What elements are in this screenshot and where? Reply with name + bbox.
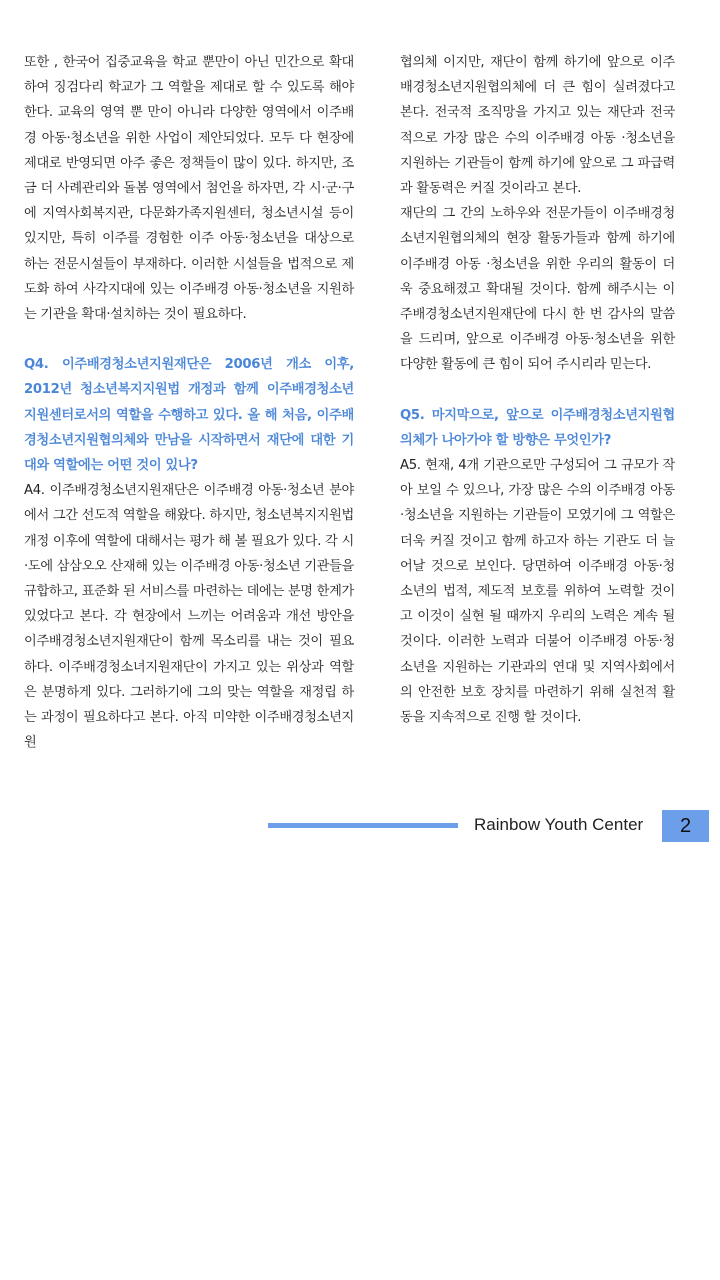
footer-accent-line (268, 823, 458, 828)
answer-4-continued-2: 재단의 그 간의 노하우와 전문가들이 이주배경청소년지원협의체의 현장 활동가들과 함께 하기에 이주배경 아동 ·청소년을 위한 우리의 활동이 더욱 중요해졌고 확대될 것이다. 함께 해주시는 이주배경청소년지원재단에 다시 한 번 감사의 말씀을 드리며, 앞으로 이주배경 아동·청소년을 위한 다양한 활동에 큰 힘이 되어 주시리라 믿는다. (400, 206, 675, 373)
paragraph-gap (24, 327, 354, 352)
answer-5: A5. 현재, 4개 기관으로만 구성되어 그 규모가 작아 보일 수 있으나, 가장 많은 수의 이주배경 아동·청소년을 지원하는 기관들이 모였기에 그 역할은 더욱 커질 것이고 함께 하고자 하는 기관도 더 늘어날 것으로 보인다. 당면하여 이주배경 아동·청소년의 법적, 제도적 보호를 위하여 노력할 것이고 이것이 실현 될 때까지 우리의 노력은 계속 될 것이다. 이러한 노력과 더불어 이주배경 아동·청소년을 지원하는 기관과의 연대 및 지역사회에서의 안전한 보호 장치를 마련하기 위해 실천적 활동을 지속적으로 진행 할 것이다. (400, 458, 675, 726)
answer-3-continued: 또한 , 한국어 집중교육을 학교 뿐만이 아닌 민간으로 확대하여 징검다리 학교가 그 역할을 제대로 할 수 있도록 해야한다. 교육의 영역 뿐 만이 아니라 다양한 영역에서 이주배경 아동·청소년을 위한 사업이 제안되었다. 모두 다 현장에 제대로 반영되면 아주 좋은 정책들이 많이 있다. 하지만, 조금 더 사례관리와 돌봄 영역에서 첨언을 하자면, 각 시·군·구에 지역사회복지관, 다문화가족지원센터, 청소년시설 등이 있지만, 특히 이주를 경험한 이주 아동·청소년을 대상으로 하는 전문시설들이 부재하다. 이러한 시설들을 법적으로 제도화 하여 사각지대에 있는 이주배경 아동·청소년을 지원하는 기관을 확대·설치하는 것이 필요하다. (24, 55, 354, 323)
question-5: Q5. 마지막으로, 앞으로 이주배경청소년지원협의체가 나아가야 할 방향은 무엇인가? (400, 407, 675, 448)
paragraph-gap (400, 378, 675, 403)
question-4: Q4. 이주배경청소년지원재단은 2006년 개소 이후, 2012년 청소년복지지원법 개정과 함께 이주배경청소년 지원센터로서의 역할을 수행하고 있다. 올 해 처음, 이주배경청소년지원협의체와 만남을 시작하면서 재단에 대한 기대와 역할에는 어떤 것이 있나? (24, 357, 354, 474)
answer-4: A4. 이주배경청소년지원재단은 이주배경 아동·청소년 분야에서 그간 선도적 역할을 해왔다. 하지만, 청소년복지지원법 개정 이후에 역할에 대해서는 평가 해 볼 필요가 있다. 각 시·도에 삼삼오오 산재해 있는 이주배경 아동·청소년 기관들을 규합하고, 표준화 된 서비스를 마련하는 데에는 분명 한계가 있었다고 본다. 각 현장에서 느끼는 어려움과 개선 방안을 이주배경청소년지원재단이 함께 목소리를 내는 것이 필요하다. 이주배경청소녀지원재단이 가지고 있는 위상과 역할은 분명하게 있다. 그러하기에 그의 맞는 역할을 재정립 하는 과정이 필요하다고 본다. 아직 미약한 이주배경청소년지원 (24, 483, 354, 751)
page-number: 2 (662, 810, 709, 842)
answer-4-continued-1: 협의체 이지만, 재단이 함께 하기에 앞으로 이주배경청소년지원협의체에 더 큰 힘이 실려졌다고 본다. 전국적 조직망을 가지고 있는 재단과 전국적으로 가장 많은 수의 이주배경 아동 ·청소년을 지원하는 기관들이 함께 하기에 앞으로 그 파급력과 활동력은 커질 것이라고 본다. (400, 55, 675, 197)
footer-title: Rainbow Youth Center (474, 815, 644, 834)
left-column (24, 50, 354, 755)
right-column (400, 50, 675, 730)
